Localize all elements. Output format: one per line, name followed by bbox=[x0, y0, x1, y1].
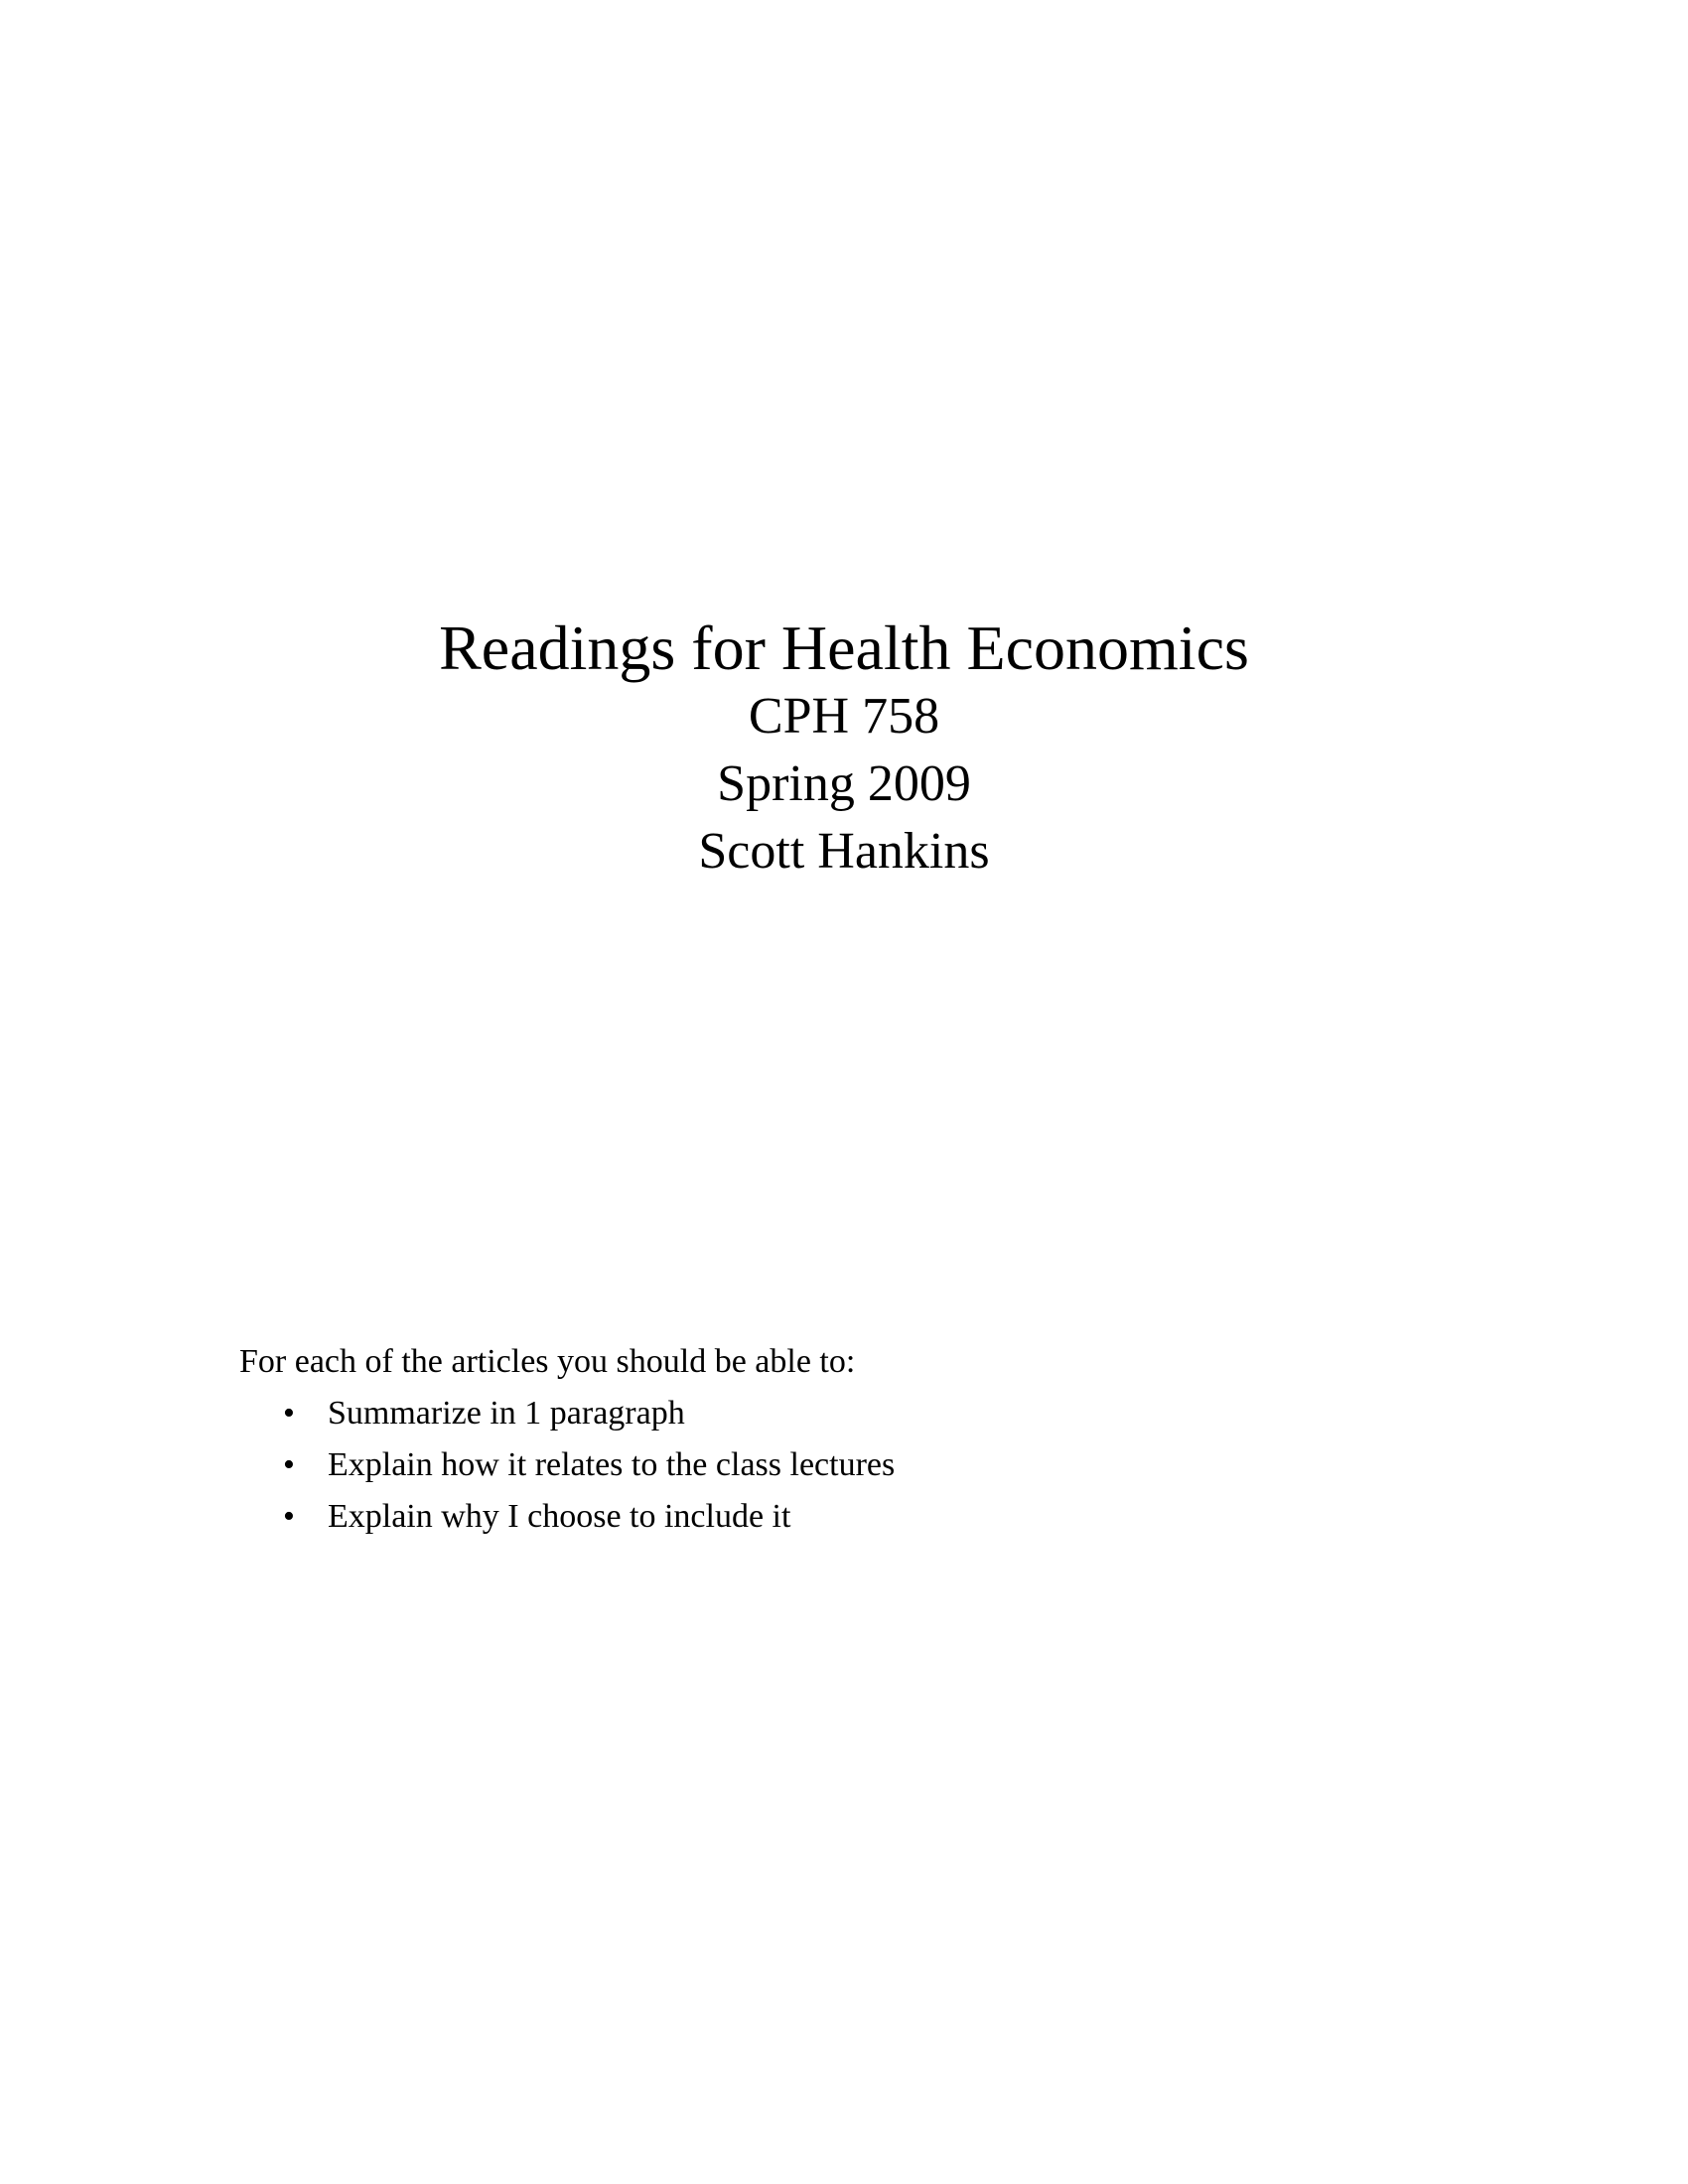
course-number: CPH 758 bbox=[748, 688, 940, 745]
author-name: Scott Hankins bbox=[698, 823, 990, 880]
bullet-icon: • bbox=[283, 1498, 295, 1535]
instructions-list bbox=[239, 1388, 895, 1543]
bullet-icon: • bbox=[283, 1395, 295, 1432]
list-item-text: Explain why I choose to include it bbox=[328, 1498, 791, 1535]
document-title: Readings for Health Economics bbox=[439, 613, 1249, 683]
list-item-text: Summarize in 1 paragraph bbox=[328, 1395, 685, 1432]
title-block bbox=[0, 614, 1688, 886]
semester: Spring 2009 bbox=[717, 755, 971, 812]
list-item bbox=[239, 1491, 895, 1543]
list-item bbox=[239, 1439, 895, 1491]
list-item bbox=[239, 1388, 895, 1439]
instructions-block bbox=[239, 1336, 895, 1543]
bullet-icon: • bbox=[283, 1446, 295, 1483]
instructions-intro: For each of the articles you should be able to: bbox=[239, 1343, 856, 1380]
list-item-text: Explain how it relates to the class lectures bbox=[328, 1446, 896, 1483]
